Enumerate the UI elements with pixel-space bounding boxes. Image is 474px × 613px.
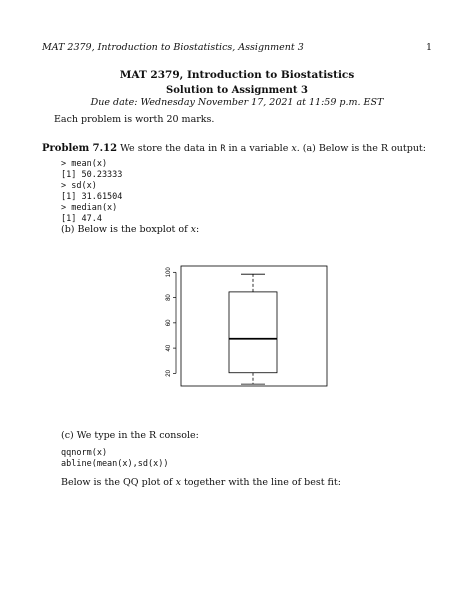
part-b-label: (b) Below is the boxplot of [61, 224, 188, 235]
problem-text-a: We store the data in [120, 143, 218, 154]
running-header: MAT 2379, Introduction to Biostatistics, Assignment 3 [42, 42, 304, 53]
part-b-var: x [190, 224, 196, 235]
page-number: 1 [426, 42, 433, 53]
y-tick-label: 60 [166, 319, 172, 327]
problem-statement [42, 143, 426, 155]
r-output-line: > mean(x) [61, 159, 108, 169]
r-output-line: [1] 50.23333 [61, 170, 123, 180]
y-tick-label: 20 [166, 370, 172, 377]
problem-text-b: in a variable [228, 143, 289, 154]
console-line: abline(mean(x),sd(x)) [61, 459, 169, 469]
r-output-line: > median(x) [61, 203, 118, 213]
y-tick-label: 40 [166, 344, 172, 352]
qq-text-a: Below is the QQ plot of [61, 477, 173, 488]
r-output-line: [1] 47.4 [61, 214, 102, 224]
console-code-block [61, 448, 168, 470]
problem-text-c: . (a) Below is the R output: [296, 143, 426, 154]
r-word: R [220, 144, 226, 154]
part-b-end: : [196, 224, 200, 235]
r-output-line: [1] 31.61504 [61, 192, 123, 202]
due-date: Due date: Wednesday November 17, 2021 at 11:59 p.m. EST [90, 97, 384, 108]
box-group [229, 274, 277, 384]
y-tick-label: 100 [166, 267, 172, 278]
part-c-text: (c) We type in the R console: [61, 430, 199, 441]
solution-title: Solution to Assignment 3 [166, 85, 308, 96]
y-tick-label: 80 [166, 294, 172, 301]
qq-text-b: together with the line of best fit: [183, 477, 341, 488]
r-output-line: > sd(x) [61, 181, 97, 191]
boxplot-chart [160, 262, 330, 392]
problem-label: Problem 7.12 [42, 143, 118, 154]
console-line: qqnorm(x) [61, 448, 108, 458]
variable-x: x [291, 143, 297, 154]
part-b-text [61, 224, 199, 235]
qq-text [61, 477, 341, 488]
iqr-box [229, 292, 277, 373]
course-title: MAT 2379, Introduction to Biostatistics [119, 69, 355, 81]
intro-text: Each problem is worth 20 marks. [54, 114, 215, 125]
r-output-block [61, 159, 122, 225]
qq-var: x [175, 477, 181, 488]
y-axis [166, 267, 176, 377]
